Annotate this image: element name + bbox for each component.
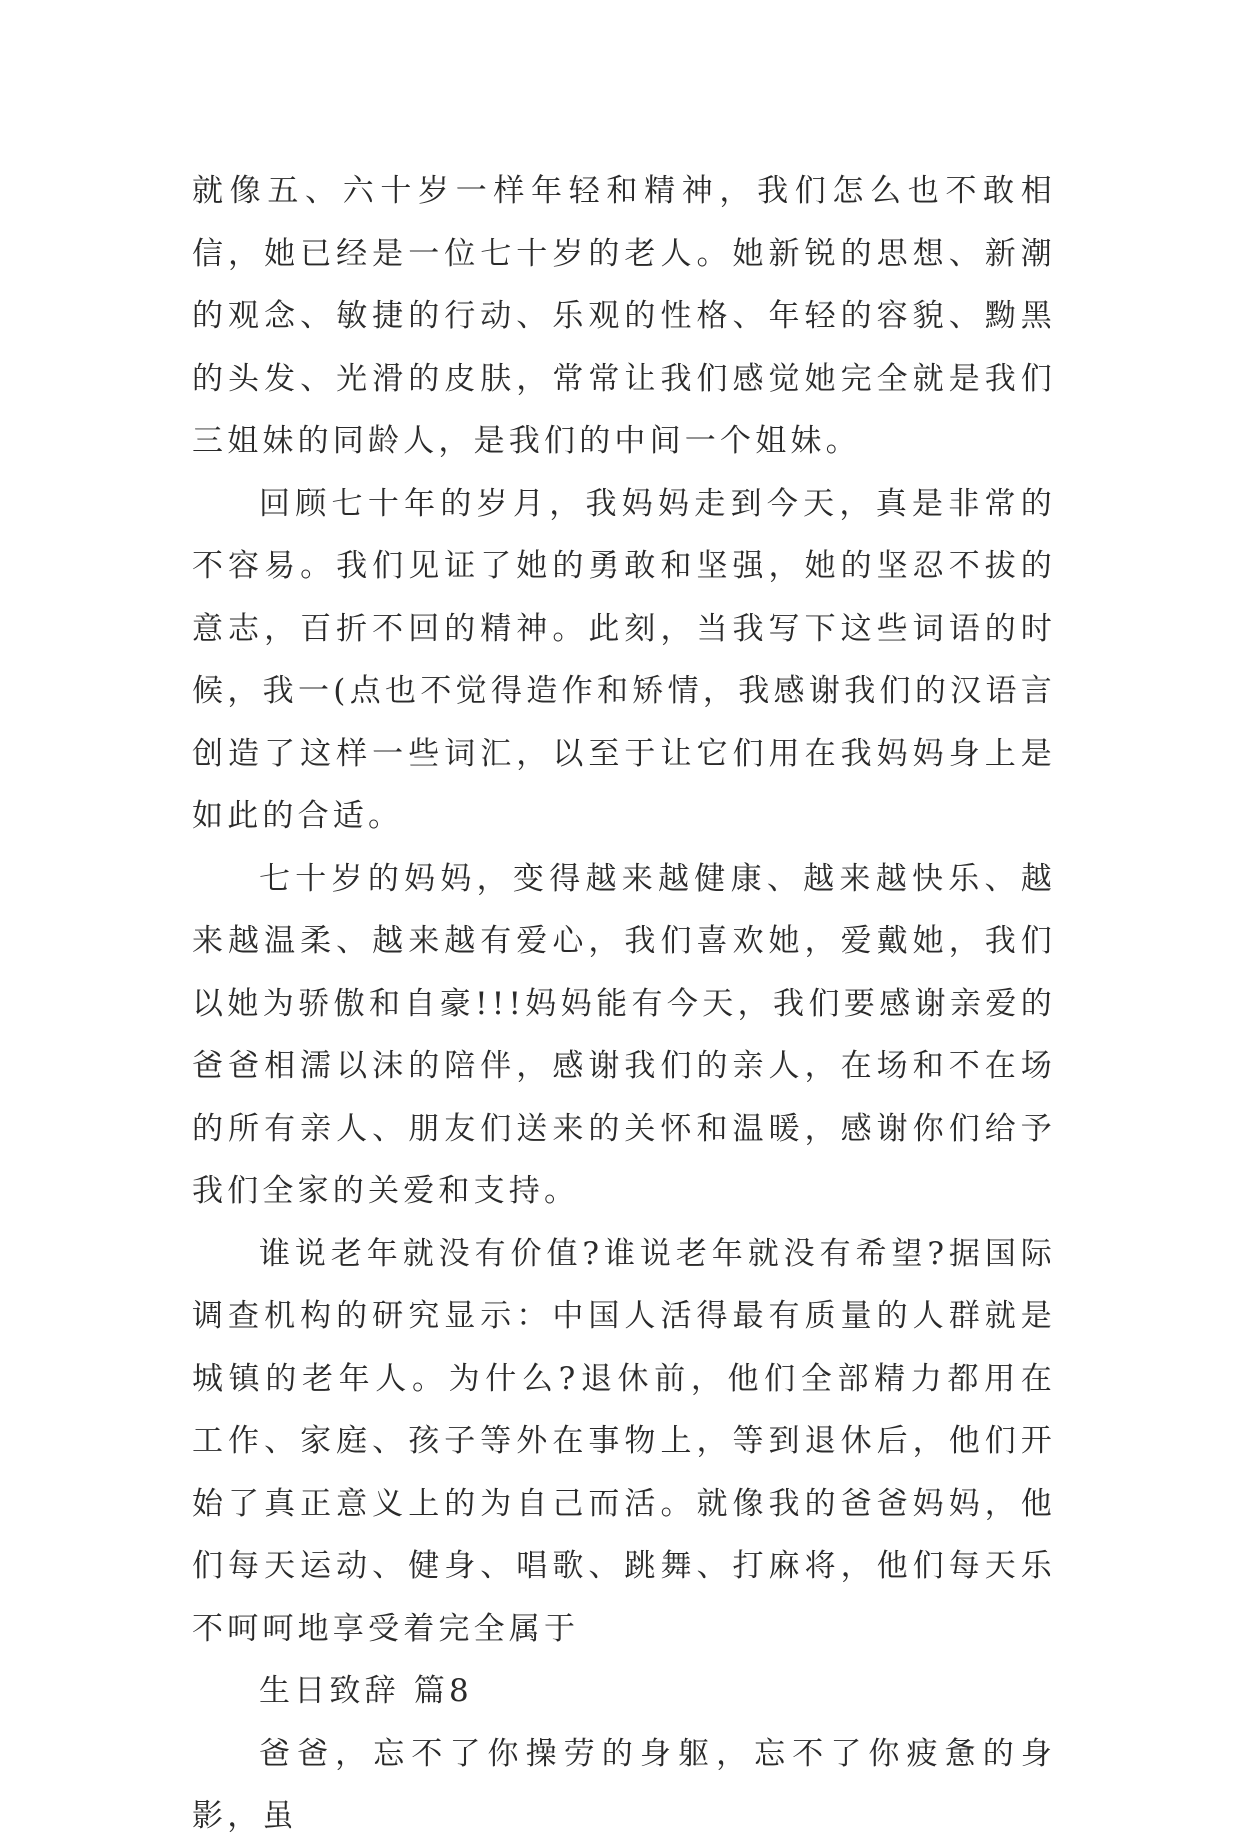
section-heading: 生日致辞 篇8 — [259, 1673, 473, 1709]
paragraph-seventy-year-old-mother: 七十岁的妈妈，变得越来越健康、越来越快乐、越来越温柔、越来越有爱心，我们喜欢她，爱戴她，我们以她为骄傲和自豪!!!妈妈能有今天，我们要感谢亲爱的爸爸相濡以沫的陪伴，感谢我们的亲人，在场和不在场的所有亲人、朋友们送来的关怀和温暖，感谢你们给予我们全家的关爱和支持。 — [192, 860, 1056, 1209]
paragraph-old-age-value: 谁说老年就没有价值?谁说老年就没有希望?据国际调查机构的研究显示：中国人活得最有质量的人群就是城镇的老年人。为什么?退休前，他们全部精力都用在工作、家庭、孩子等外在事物上，等到退休后，他们开始了真正意义上的为自己而活。就像我的爸爸妈妈，他们每天运动、健身、唱歌、跳舞、打麻将，他们每天乐不呵呵地享受着完全属于 — [192, 1235, 1056, 1647]
paragraph-continuation: 就像五、六十岁一样年轻和精神，我们怎么也不敢相信，她已经是一位七十岁的老人。她新锐的思想、新潮的观念、敏捷的行动、乐观的性格、年轻的容貌、黝黑的头发、光滑的皮肤，常常让我们感觉她完全就是我们三姐妹的同龄人，是我们的中间一个姐妹。 — [192, 173, 1056, 459]
paragraph-father: 爸爸，忘不了你操劳的身躯，忘不了你疲惫的身影，虽 — [192, 1735, 1056, 1834]
document-page — [192, 160, 1056, 1848]
paragraph-looking-back: 回顾七十年的岁月，我妈妈走到今天，真是非常的不容易。我们见证了她的勇敢和坚强，她的坚忍不拔的意志，百折不回的精神。此刻，当我写下这些词语的时候，我一(点也不觉得造作和矫情，我感谢我们的汉语言创造了这样一些词汇，以至于让它们用在我妈妈身上是如此的合适。 — [192, 485, 1056, 834]
